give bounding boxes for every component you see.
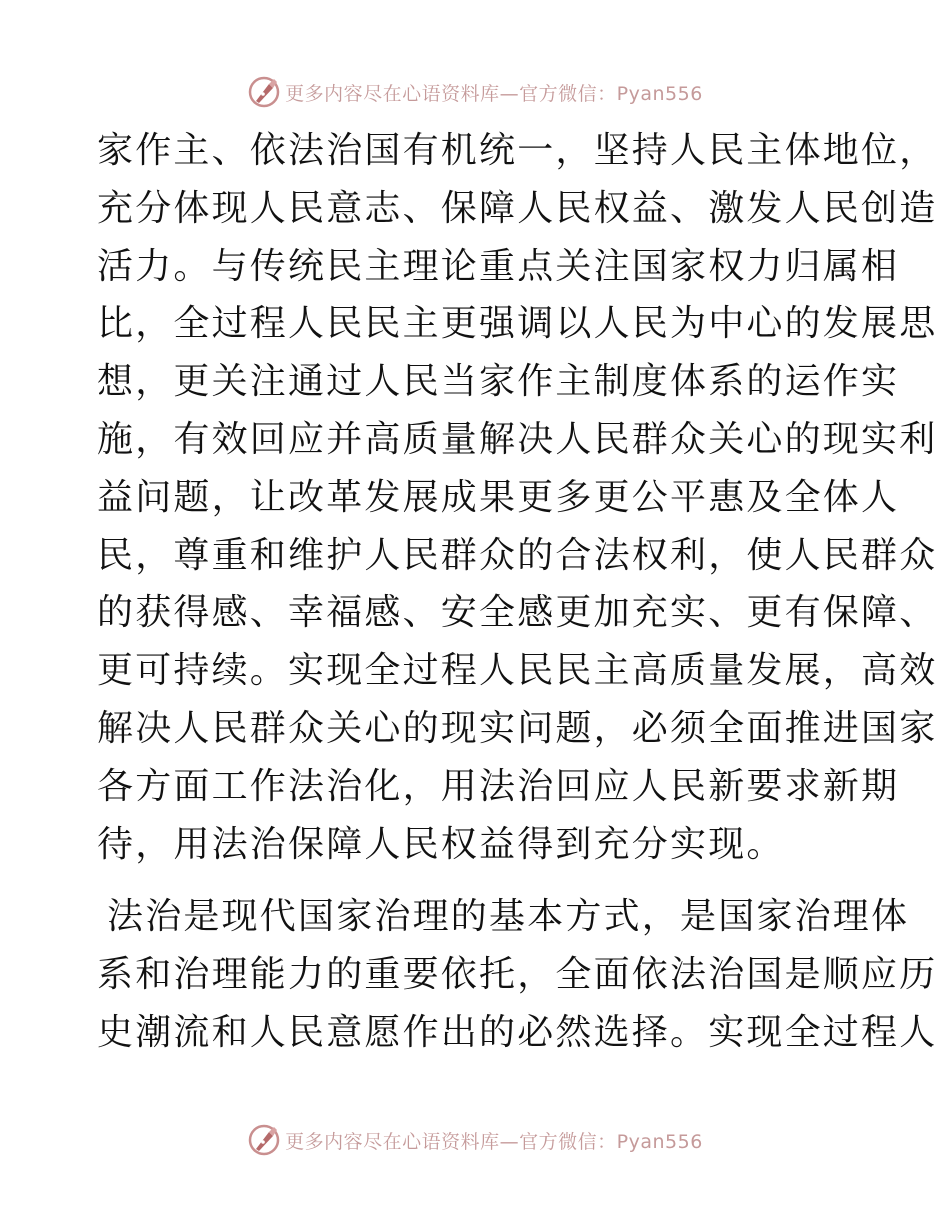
- text-line: 解决人民群众关心的现实问题，必须全面推进国家: [97, 707, 938, 749]
- header-watermark: [0, 72, 950, 112]
- text-line: 充分体现人民意志、保障人民权益、激发人民创造: [97, 187, 938, 229]
- text-line: 的获得感、幸福感、安全感更加充实、更有保障、: [97, 592, 938, 634]
- text-line: 待，用法治保障人民权益得到充分实现。: [97, 823, 785, 865]
- text-line: 法治是现代国家治理的基本方式，是国家治理体: [107, 896, 910, 938]
- text-line: 比，全过程人民民主更强调以人民为中心的发展思: [97, 303, 938, 345]
- text-line: 系和治理能力的重要依托，全面依法治国是顺应历: [97, 954, 938, 996]
- footer-watermark: [0, 1120, 950, 1160]
- text-line: 各方面工作法治化，用法治回应人民新要求新期: [97, 765, 900, 807]
- paragraph-1: [97, 122, 938, 873]
- text-line: 想，更关注通过人民当家作主制度体系的运作实: [97, 361, 900, 403]
- footer-watermark-text: 更多内容尽在心语资料库—官方微信：Pyan556: [285, 1130, 703, 1153]
- text-line: 施，有效回应并高质量解决人民群众关心的现实利: [97, 418, 938, 460]
- text-line: 民，尊重和维护人民群众的合法权利，使人民群众: [97, 534, 938, 576]
- paragraph-2: [97, 888, 938, 1061]
- header-watermark-text: 更多内容尽在心语资料库—官方微信：Pyan556: [285, 82, 703, 105]
- text-line: 更可持续。实现全过程人民民主高质量发展，高效: [97, 650, 938, 692]
- text-line: 益问题，让改革发展成果更多更公平惠及全体人: [97, 476, 900, 518]
- document-body: [97, 122, 938, 1062]
- text-line: 史潮流和人民意愿作出的必然选择。实现全过程人: [97, 1011, 938, 1053]
- pen-nib-logo-icon: [247, 1123, 281, 1157]
- text-line: 家作主、依法治国有机统一，坚持人民主体地位，: [97, 130, 938, 171]
- text-line: 活力。与传统民主理论重点关注国家权力归属相: [97, 245, 900, 287]
- pen-nib-logo-icon: [247, 75, 281, 109]
